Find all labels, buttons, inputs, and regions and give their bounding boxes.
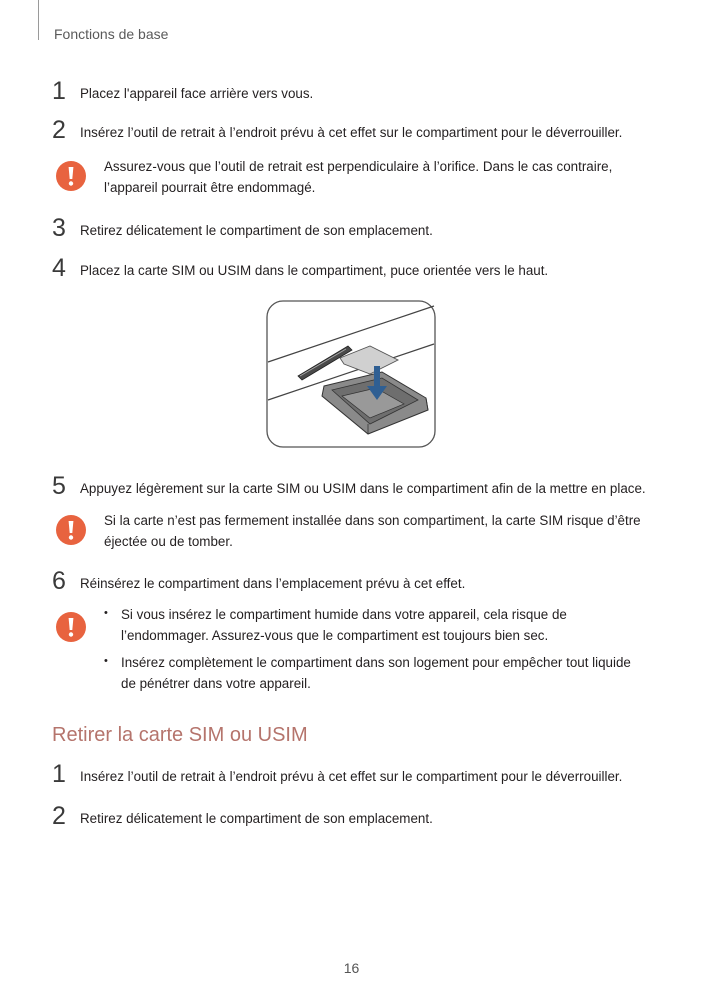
caution-text-2: Si la carte n’est pas fermement installée dans son compartiment, la carte SIM risque d’être éjectée ou de tomber.: [104, 513, 641, 549]
page-number: 16: [343, 960, 360, 976]
caution-bullet: • Insérez complètement le compartiment dans son logement pour empêcher tout liquide de pénétrer dans votre appareil.: [104, 652, 649, 694]
caution-icon: [55, 160, 87, 192]
step-text: Appuyez légèrement sur la carte SIM ou USIM dans le compartiment afin de la mettre en place.: [80, 481, 646, 496]
step-number: 1: [52, 760, 66, 788]
section-title: Retirer la carte SIM ou USIM: [52, 724, 308, 746]
step-number: 2: [52, 802, 66, 830]
caution-icon: [55, 514, 87, 546]
step-number: 1: [52, 77, 66, 105]
step-number: 4: [52, 254, 66, 282]
header-rule: [38, 0, 39, 40]
caution-icon: [55, 611, 87, 643]
sim-tray-illustration: [266, 300, 436, 448]
step-text: Placez l'appareil face arrière vers vous.: [80, 86, 314, 101]
step-number: 5: [52, 472, 66, 500]
step-text: Placez la carte SIM ou USIM dans le compartiment, puce orientée vers le haut.: [80, 263, 549, 278]
step-text: Retirez délicatement le compartiment de son emplacement.: [80, 811, 433, 826]
step-number: 3: [52, 214, 66, 242]
step-text: Retirez délicatement le compartiment de son emplacement.: [80, 223, 433, 238]
step-text: Insérez l’outil de retrait à l’endroit prévu à cet effet sur le compartiment pour le déverrouiller.: [80, 125, 623, 140]
step-number: 6: [52, 567, 66, 595]
caution-bullet-list: [104, 604, 649, 700]
caution-bullet: • Si vous insérez le compartiment humide dans votre appareil, cela risque de l’endommager. Assurez-vous que le compartiment est toujours bien sec.: [104, 604, 649, 646]
step-text: Insérez l’outil de retrait à l’endroit prévu à cet effet sur le compartiment pour le déverrouiller.: [80, 769, 623, 784]
step-number: 2: [52, 116, 66, 144]
step-text: Réinsérez le compartiment dans l’emplacement prévu à cet effet.: [80, 576, 466, 591]
section-header: Fonctions de base: [54, 26, 169, 42]
caution-text-1: Assurez-vous que l’outil de retrait est perpendiculaire à l’orifice. Dans le cas contraire, l’appareil pourrait être endommagé.: [104, 159, 613, 195]
